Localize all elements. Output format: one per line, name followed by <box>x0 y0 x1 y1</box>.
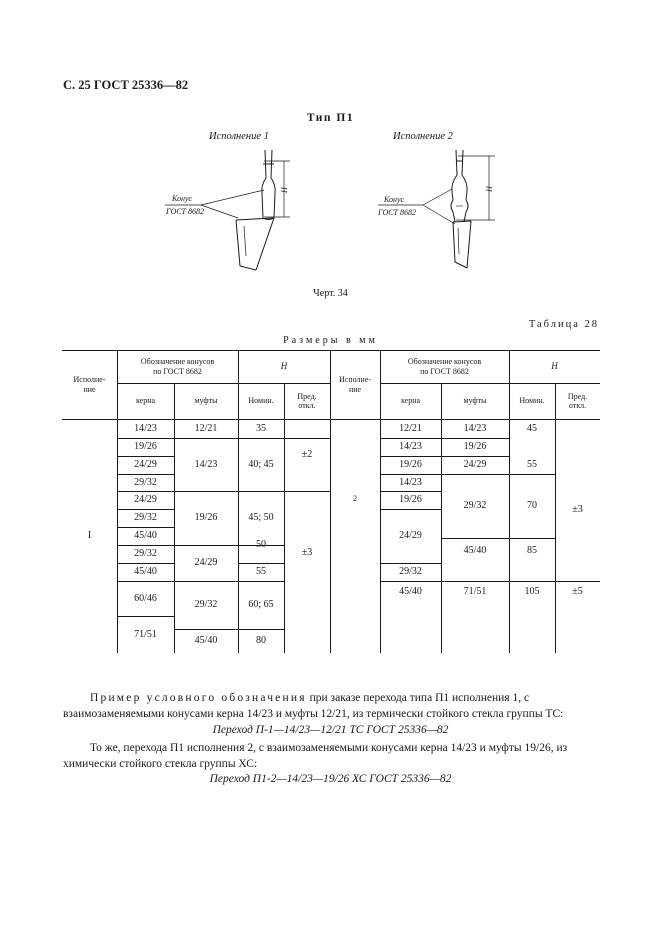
cone-std-1: ГОСТ 8682 <box>166 207 205 216</box>
table-cell: 60; 65 <box>248 599 274 611</box>
header-nominal-left: Номин. <box>248 396 274 406</box>
header-h-right: H <box>551 361 558 372</box>
header-kernel-right: керна <box>400 396 421 406</box>
second-example-paragraph: То же, перехода П1 исполнения 2, с взаимозаменяемыми конусами керна 14/23 и муфты 19/26, из химически стойкого стекла группы ХС: <box>63 742 568 770</box>
table-cell: 45/40 <box>194 635 218 647</box>
drawing-caption: Черт. 34 <box>313 288 348 299</box>
dimensions-table <box>62 350 600 653</box>
header-tolerance-left: Пред. откл. <box>297 391 317 410</box>
table-cell: 29/32 <box>194 599 218 611</box>
table-cell: 24/29 <box>134 459 157 471</box>
table-cell: 24/29 <box>399 530 422 542</box>
header-coupling-left: муфты <box>194 396 218 406</box>
dimensions-label: Размеры в мм <box>283 335 378 346</box>
table-cell: 80 <box>256 635 266 647</box>
table-cell: 71/51 <box>134 628 157 640</box>
header-coupling-right: муфты <box>463 396 487 406</box>
table-cell: 71/51 <box>463 586 487 598</box>
table-cell: 14/23 <box>134 422 157 434</box>
table-cell: 55 <box>256 566 266 578</box>
table-cell: 60/46 <box>134 592 157 604</box>
table-cell: 19/26 <box>134 441 157 453</box>
table-cell: 19/26 <box>463 441 487 453</box>
table-cell: 40; 45 <box>248 458 274 470</box>
designation-example-text: при заказе перехода типа П1 исполнения 1, с взаимозаменяемыми конусами керна 14/23 и муфты 12/21, из термически стойкого стекла группы ТС: <box>63 692 564 720</box>
table-cell: 19/26 <box>194 512 218 524</box>
header-cone-left: Обозначение конусов по ГОСТ 8682 <box>140 357 215 376</box>
cone-std-2: ГОСТ 8682 <box>378 208 417 217</box>
designation-example-paragraph <box>63 690 600 722</box>
header-tolerance-right: Пред. откл. <box>567 391 588 410</box>
table-cell: 45/40 <box>463 544 487 556</box>
table-cell: 35 <box>256 422 266 434</box>
table-cell: 70 <box>527 500 537 512</box>
table-cell: 19/26 <box>399 494 422 506</box>
designation-example-2: Переход П1-2—14/23—19/26 ХС ГОСТ 25336—82 <box>209 773 452 785</box>
table-cell: 29/32 <box>134 548 157 560</box>
header-cone-right: Обозначение конусов по ГОСТ 8682 <box>407 357 482 376</box>
type-title: Тип П1 <box>306 112 355 124</box>
table-cell: 14/23 <box>463 422 487 434</box>
variant-1-label: Исполнение 1 <box>209 131 269 142</box>
table-cell: 45/40 <box>134 566 157 578</box>
adapter-drawing <box>0 0 661 300</box>
page-header: С. 25 ГОСТ 25336—82 <box>63 78 189 92</box>
table-cell: 24/29 <box>463 459 487 471</box>
table-cell: 29/32 <box>134 476 157 488</box>
designation-example-heading: Пример условного обозначения <box>90 692 307 704</box>
variant-2-label: Исполнение 2 <box>393 131 453 142</box>
cone-label-2: Конус <box>384 195 405 204</box>
designation-example-1: Переход П-1—14/23—12/21 ТС ГОСТ 25336—82 <box>212 724 449 736</box>
table-cell: 14/23 <box>399 441 422 453</box>
header-h-left: H <box>280 361 288 372</box>
table-cell: ±5 <box>572 586 583 598</box>
table-cell: 19/26 <box>399 459 422 471</box>
table-cell: 29/32 <box>463 500 487 512</box>
table-cell: 45/40 <box>134 530 157 542</box>
table-label: Таблица 28 <box>528 319 599 330</box>
table-cell: 29/32 <box>134 512 157 524</box>
table-cell: 14/23 <box>194 458 218 470</box>
table-cell: 85 <box>527 544 537 556</box>
header-kernel-left: керна <box>135 396 156 406</box>
table-cell: 12/21 <box>194 422 218 434</box>
table-cell: ±3 <box>572 503 583 515</box>
table-cell: ±3 <box>301 547 313 559</box>
table-cell: 14/23 <box>399 476 422 488</box>
table-cell: 24/29 <box>194 557 218 569</box>
header-variant-left: Исполне- ние <box>73 375 106 394</box>
table-cell: 45/40 <box>399 586 422 598</box>
header-variant-right: Исполне- ние <box>339 375 371 394</box>
table-cell: 55 <box>527 459 537 471</box>
dim-h-label-2: H <box>485 186 494 192</box>
table-cell: ±2 <box>301 449 313 461</box>
table-cell: 24/29 <box>134 494 157 506</box>
header-nominal-right: Номин. <box>519 396 545 406</box>
table-cell: 12/21 <box>399 422 422 434</box>
table-cell: 45 <box>527 422 537 434</box>
table-cell: 105 <box>524 586 540 598</box>
table-cell: 45; 50 <box>248 512 274 524</box>
table-cell: 50 <box>256 539 266 551</box>
table-cell: 29/32 <box>399 566 422 578</box>
right-variant-cell: 2 <box>353 494 357 504</box>
dim-h-label-1: H <box>280 187 289 193</box>
cone-label-1: Конус <box>172 194 193 203</box>
left-variant-cell: I <box>87 530 92 542</box>
